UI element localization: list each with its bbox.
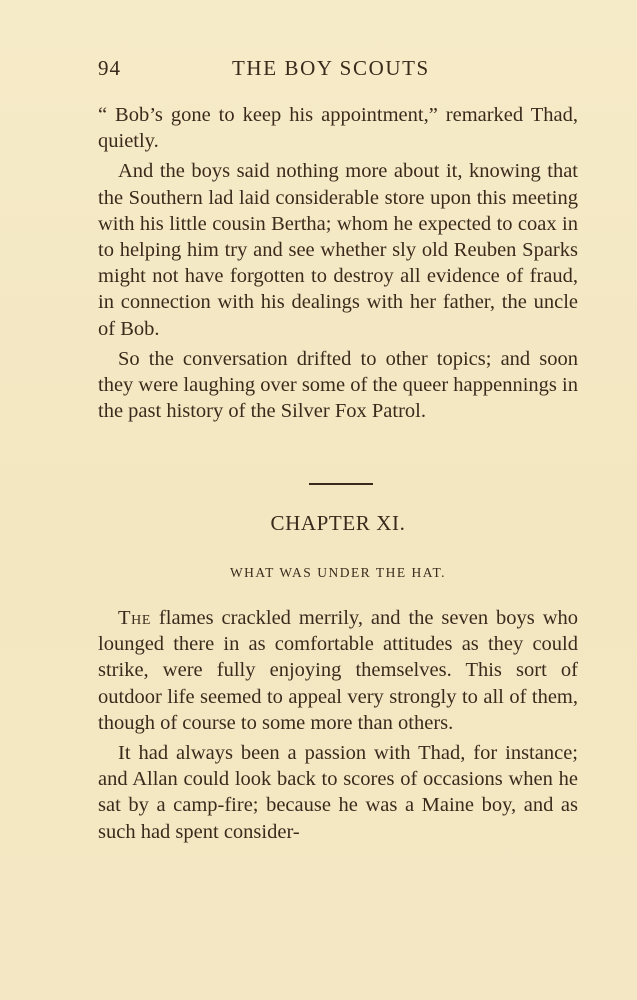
chapter-text [98,605,578,849]
chapter-heading: CHAPTER XI. [270,511,406,535]
paragraph: So the conversation drifted to other topics; and soon they were laughing over some of the queer happennings in the past history of the Silver Fox Patrol. [98,347,578,423]
paragraph [98,605,578,736]
pre-chapter-text [98,102,578,428]
paragraph: “ Bob’s gone to keep his appointment,” remarked Thad, quietly. [98,104,578,153]
paragraph: It had always been a passion with Thad, for instance; and Allan could look back to scores of occasions when he sat by a camp-fire; because he was a Maine boy, and as such had spent consider- [98,742,578,843]
running-header [98,56,576,82]
page-number: 94 [98,56,121,80]
paragraph: And the boys said nothing more about it, knowing that the Southern lad laid considerable store upon this meeting with his little cousin Bertha; whom he expected to coax in to helping him try and see whether sly old Reuben Sparks might not have forgotten to destroy all evidence of fraud, in connection with his dealings with her father, the uncle of Bob. [98,160,578,340]
chapter-subtitle: WHAT WAS UNDER THE HAT. [229,565,447,580]
book-title: THE BOY SCOUTS [232,56,430,80]
section-divider [309,483,373,485]
paragraph-body: flames crackled merrily, and the seven boys who lounged there in as comfortable attitudes as they could strike, were fully enjoying themselves. This sort of outdoor life seemed to appeal very strongly to all of them, though of course to some more than others. [98,607,578,734]
paragraph-lead-word: The [118,607,151,629]
